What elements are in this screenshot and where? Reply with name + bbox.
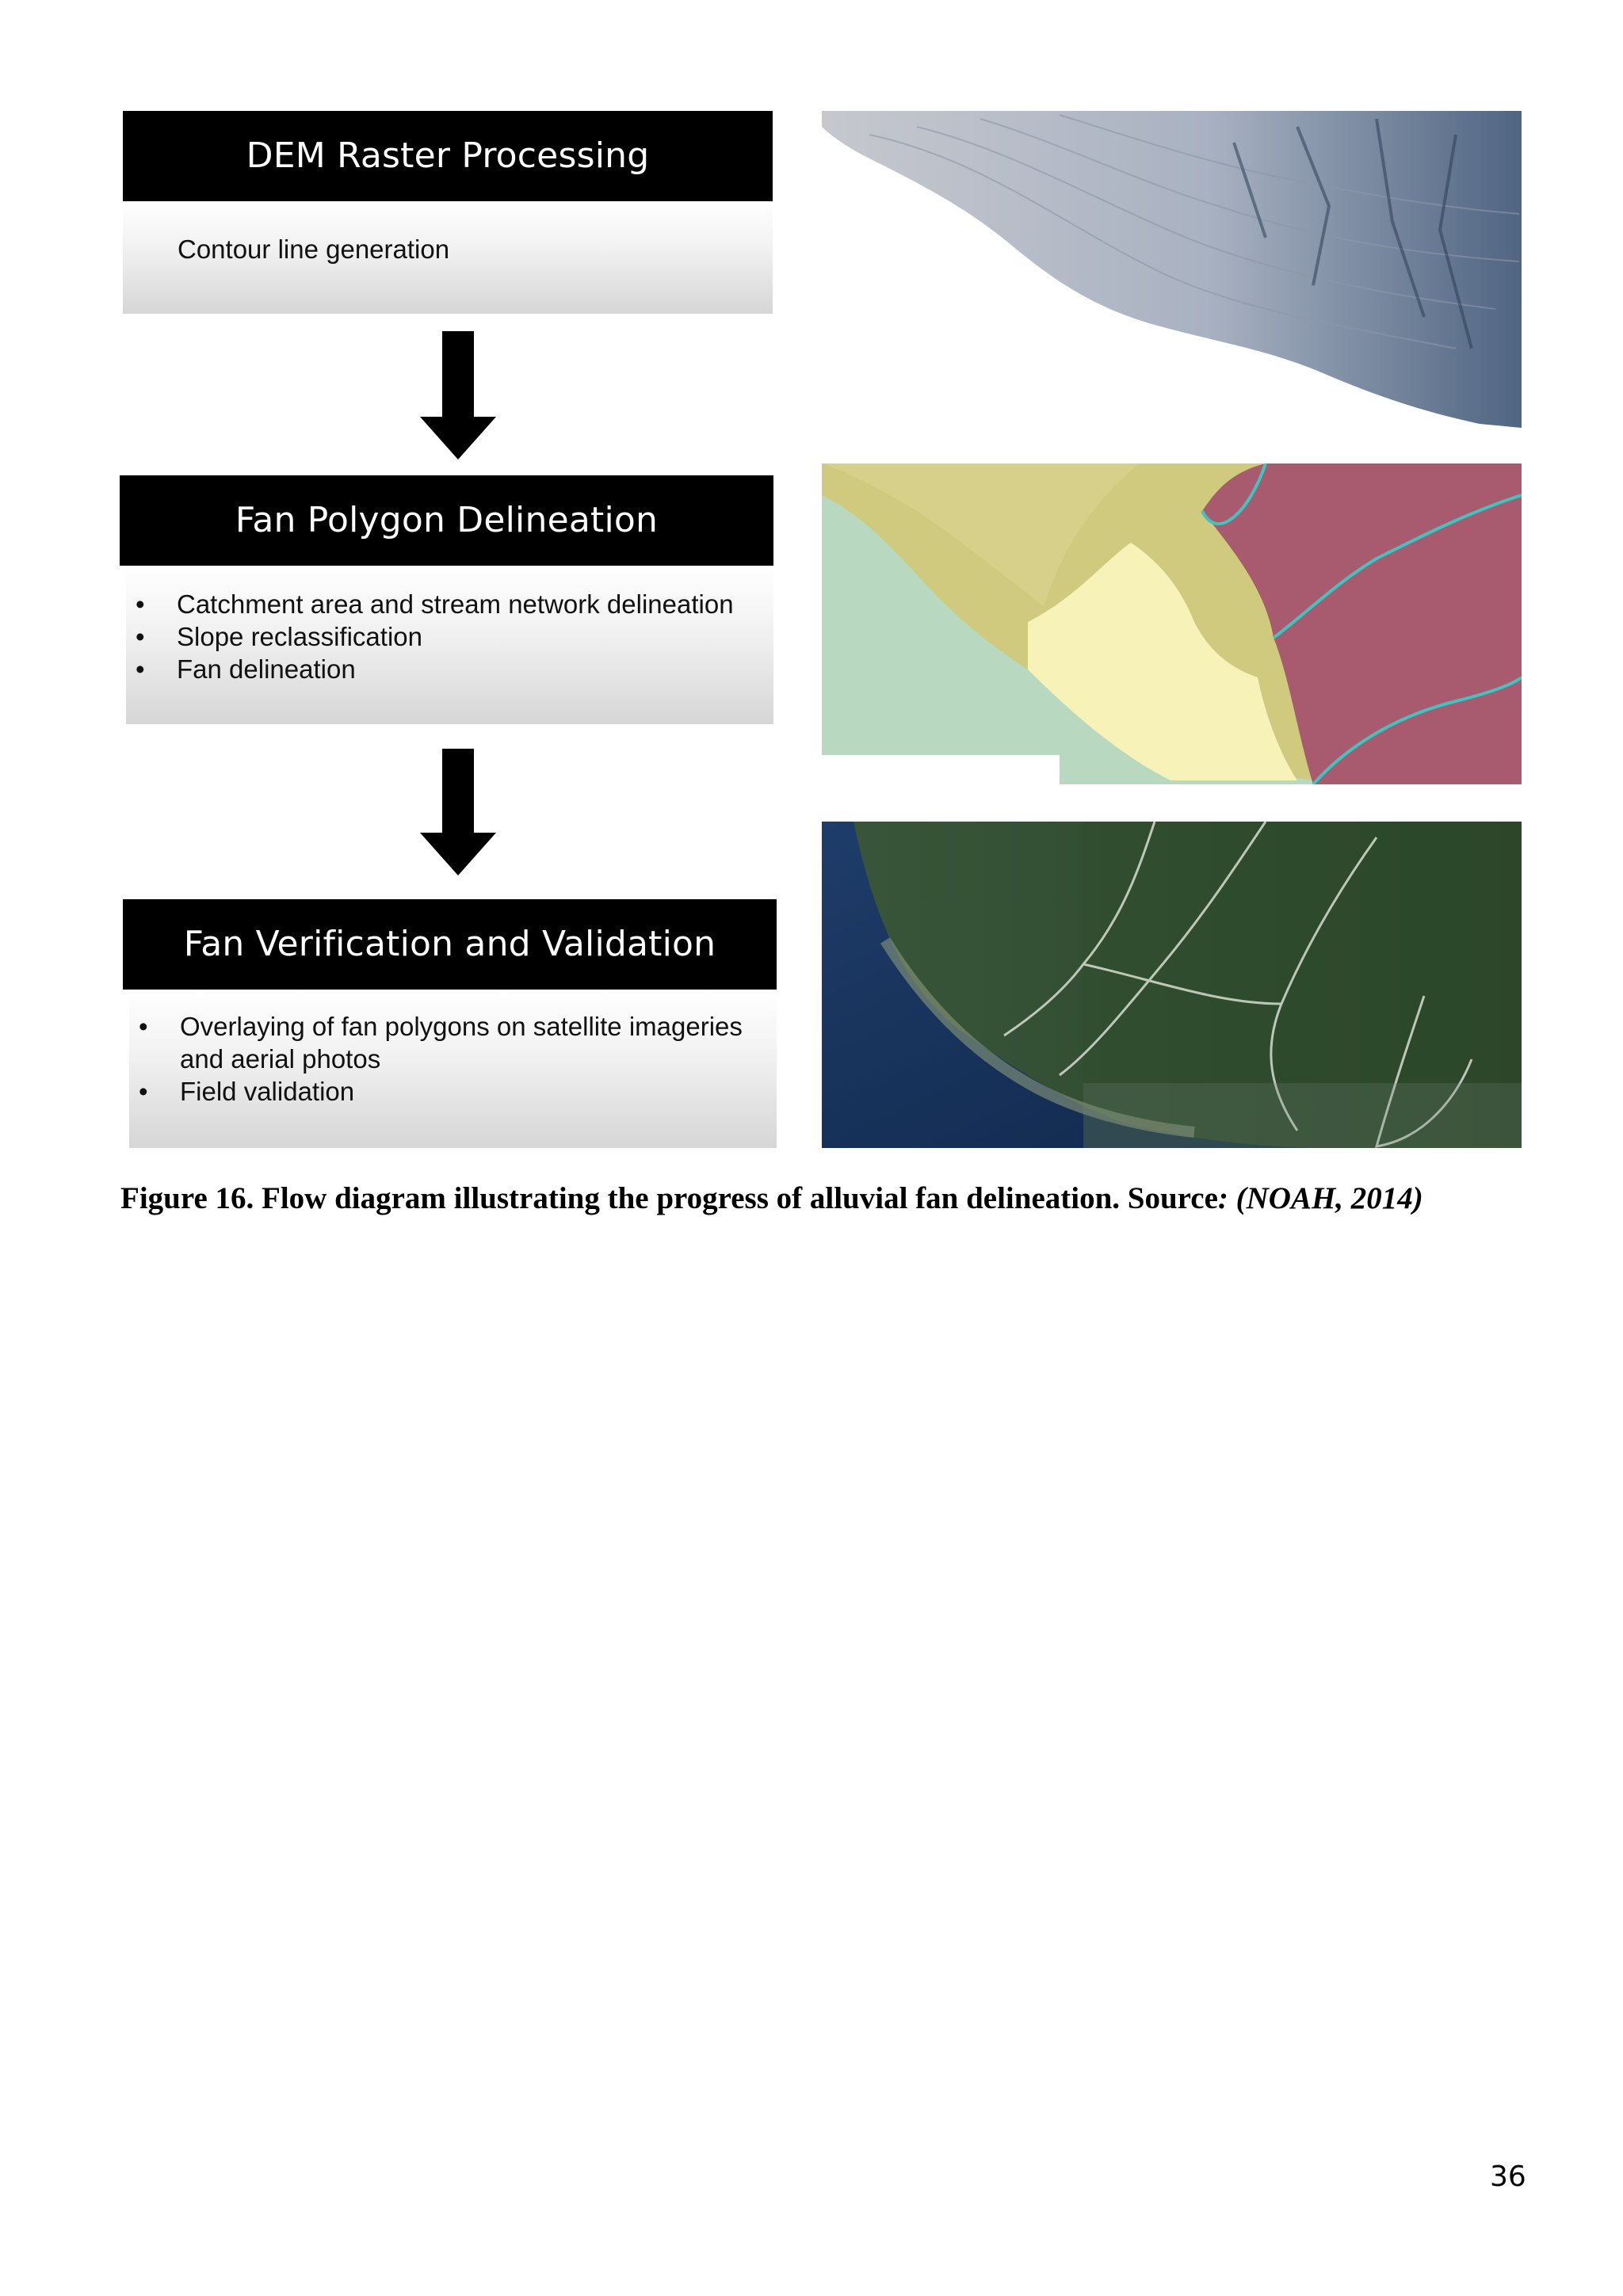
down-arrow-icon bbox=[420, 749, 496, 875]
step-3-body bbox=[129, 990, 777, 1148]
step-fan-polygon-delineation bbox=[120, 475, 773, 724]
list-item: • Overlaying of fan polygons on satellite imageries bbox=[139, 1012, 743, 1041]
list-item: • Slope reclassification bbox=[136, 622, 422, 651]
satellite-image bbox=[822, 822, 1522, 1148]
list-item: • Fan delineation bbox=[136, 654, 356, 684]
page-number: 36 bbox=[1490, 2161, 1526, 2193]
step-2-body bbox=[126, 566, 773, 724]
list-item: • Catchment area and stream network delineation bbox=[136, 589, 734, 619]
list-item: and aerial photos bbox=[180, 1044, 381, 1074]
step-3-title: Fan Verification and Validation bbox=[123, 899, 777, 990]
figure-caption bbox=[120, 1180, 1423, 1216]
step-1-title: DEM Raster Processing bbox=[123, 111, 773, 201]
dem-hillshade-image bbox=[822, 111, 1522, 428]
step-dem-raster-processing bbox=[123, 111, 773, 314]
down-arrow-icon bbox=[420, 331, 496, 460]
step-3-list bbox=[129, 1010, 777, 1108]
caption-source: : (NOAH, 2014) bbox=[1217, 1181, 1423, 1215]
fan-polygon-image bbox=[822, 463, 1522, 784]
list-item: • Field validation bbox=[139, 1077, 355, 1106]
step-fan-verification-validation bbox=[123, 899, 777, 1148]
step-2-list bbox=[126, 588, 773, 685]
step-1-body bbox=[123, 201, 773, 314]
caption-text: Figure 16. Flow diagram illustrating the progress of alluvial fan delineation. Source bbox=[120, 1181, 1218, 1215]
step-2-title: Fan Polygon Delineation bbox=[120, 475, 773, 566]
step-1-item: Contour line generation bbox=[178, 235, 450, 264]
